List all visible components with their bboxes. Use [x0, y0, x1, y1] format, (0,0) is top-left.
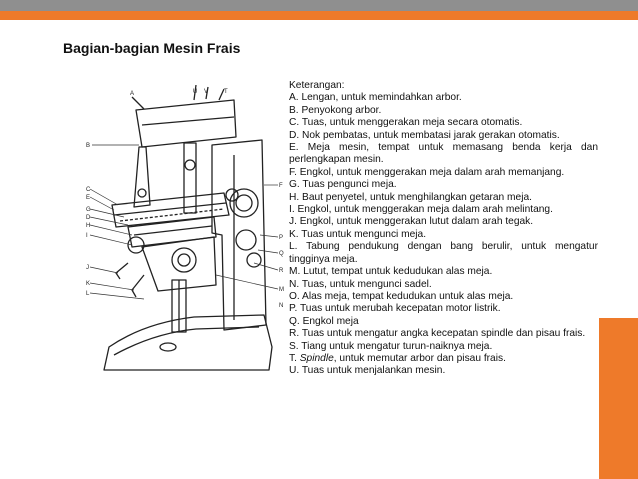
legend-item: L. Tabung pendukung dengan bang berulir, untuk mengatur tingginya meja. [289, 241, 598, 265]
top-orange-bar [0, 11, 638, 20]
legend-item: G. Tuas pengunci meja. [289, 179, 397, 191]
label-e: E [86, 195, 91, 201]
label-j: J [86, 265, 89, 271]
legend-item: M. Lutut, tempat untuk kedudukan alas meja. [289, 266, 493, 278]
label-q: Q [279, 251, 284, 257]
label-t: T [224, 89, 228, 95]
label-r: R [279, 268, 284, 274]
legend-item-emphasis: Spindle [299, 352, 334, 364]
label-i: I [86, 233, 88, 239]
legend-item: I. Engkol, untuk menggerakan meja dalam arah melintang. [289, 204, 553, 216]
legend-item: J. Engkol, untuk menggerakan lutut dalam arah tegak. [289, 216, 534, 228]
legend-item: H. Baut penyetel, untuk menghilangkan getaran meja. [289, 191, 532, 203]
legend-item: C. Tuas, untuk menggerakan meja secara otomatis. [289, 117, 523, 129]
legend-item-rest: , untuk memutar arbor dan pisau frais. [333, 352, 506, 364]
side-orange-block [599, 318, 638, 479]
milling-machine-illustration [84, 85, 284, 385]
label-c: C [86, 187, 91, 193]
legend-item: E. Meja mesin, tempat untuk memasang benda kerja dan perlengkapan mesin. [289, 142, 598, 166]
legend-item: D. Nok pembatas, untuk membatasi jarak gerakan otomatis. [289, 129, 560, 141]
legend-item: P. Tuas untuk merubah kecepatan motor listrik. [289, 303, 501, 315]
label-v: V [204, 89, 209, 95]
label-g: G [86, 207, 91, 213]
label-p: P [279, 235, 284, 241]
label-f: F [279, 183, 283, 189]
legend-item: U. Tuas untuk menjalankan mesin. [289, 365, 446, 377]
legend-item: K. Tuas untuk mengunci meja. [289, 228, 427, 240]
label-d: D [86, 215, 91, 221]
legend-item: Q. Engkol meja [289, 315, 359, 327]
legend-item: O. Alas meja, tempat kedudukan untuk alas meja. [289, 290, 514, 302]
legend-item: R. Tuas untuk mengatur angka kecepatan spindle dan pisau frais. [289, 328, 586, 340]
legend-list [289, 92, 598, 377]
label-l: L [86, 291, 90, 297]
legend-item: S. Tiang untuk mengatur turun-naiknya meja. [289, 340, 493, 352]
label-m: M [279, 287, 284, 293]
top-gray-bar [0, 0, 638, 11]
legend-item: N. Tuas, untuk mengunci sadel. [289, 278, 432, 290]
legend-item: B. Penyokong arbor. [289, 104, 382, 116]
legend-text [289, 80, 598, 378]
label-a: A [130, 91, 135, 97]
legend-heading: Keterangan: [289, 80, 345, 91]
label-h: H [86, 223, 91, 229]
legend-item [289, 353, 598, 365]
legend-item-prefix: T. [289, 352, 300, 364]
label-b: B [86, 143, 91, 149]
label-u: U [193, 89, 198, 95]
label-k: K [86, 281, 91, 287]
legend-item: F. Engkol, untuk menggerakan meja dalam arah memanjang. [289, 166, 565, 178]
label-n: N [279, 303, 284, 309]
legend-item: A. Lengan, untuk memindahkan arbor. [289, 92, 462, 104]
slide-title: Bagian-bagian Mesin Frais [63, 40, 241, 56]
